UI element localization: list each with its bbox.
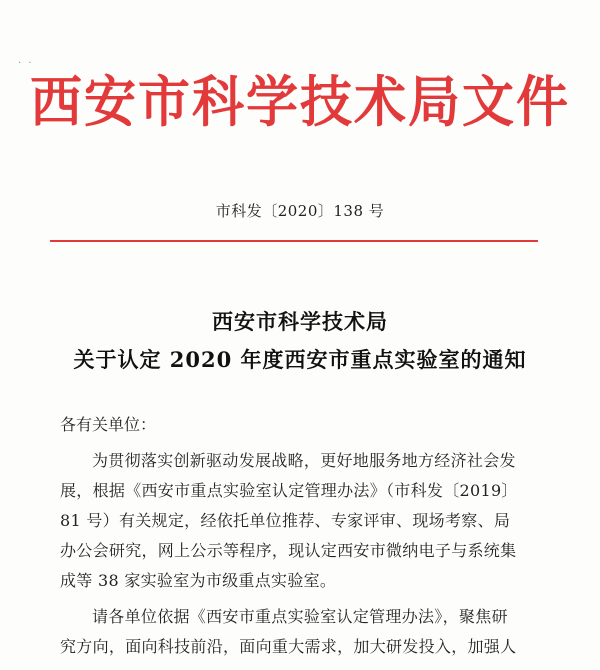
document-header-title: 西安市科学技术局文件 bbox=[29, 71, 570, 135]
paragraph-1-line-3: 81 号）有关规定，经依托单位推荐、专家评审、现场考察、局 bbox=[60, 511, 511, 530]
notice-title-line-2: 关于认定 2020 年度西安市重点实验室的通知 bbox=[73, 347, 527, 372]
red-divider-line bbox=[50, 240, 538, 242]
salutation: 各有关单位： bbox=[60, 415, 157, 434]
scan-artifact: · · bbox=[18, 58, 34, 69]
paragraph-1-line-2: 展，根据《西安市重点实验室认定管理办法》（市科发〔2019〕 bbox=[60, 481, 518, 500]
paragraph-2-line-2: 究方向，面向科技前沿，面向重大需求，加大研发投入，加强人 bbox=[60, 637, 517, 656]
paragraph-1-line-4: 办公会研究，网上公示等程序，现认定西安市微纳电子与系统集 bbox=[60, 541, 517, 560]
document-number: 市科发〔2020〕138 号 bbox=[215, 202, 385, 220]
paragraph-2-line-1: 请各单位依据《西安市重点实验室认定管理办法》，聚焦研 bbox=[92, 607, 508, 626]
paragraph-1-line-5: 成等 38 家实验室为市级重点实验室。 bbox=[60, 571, 337, 590]
notice-title-line-1: 西安市科学技术局 bbox=[212, 309, 388, 334]
paragraph-1-line-1: 为贯彻落实创新驱动发展战略，更好地服务地方经济社会发 bbox=[92, 451, 516, 470]
